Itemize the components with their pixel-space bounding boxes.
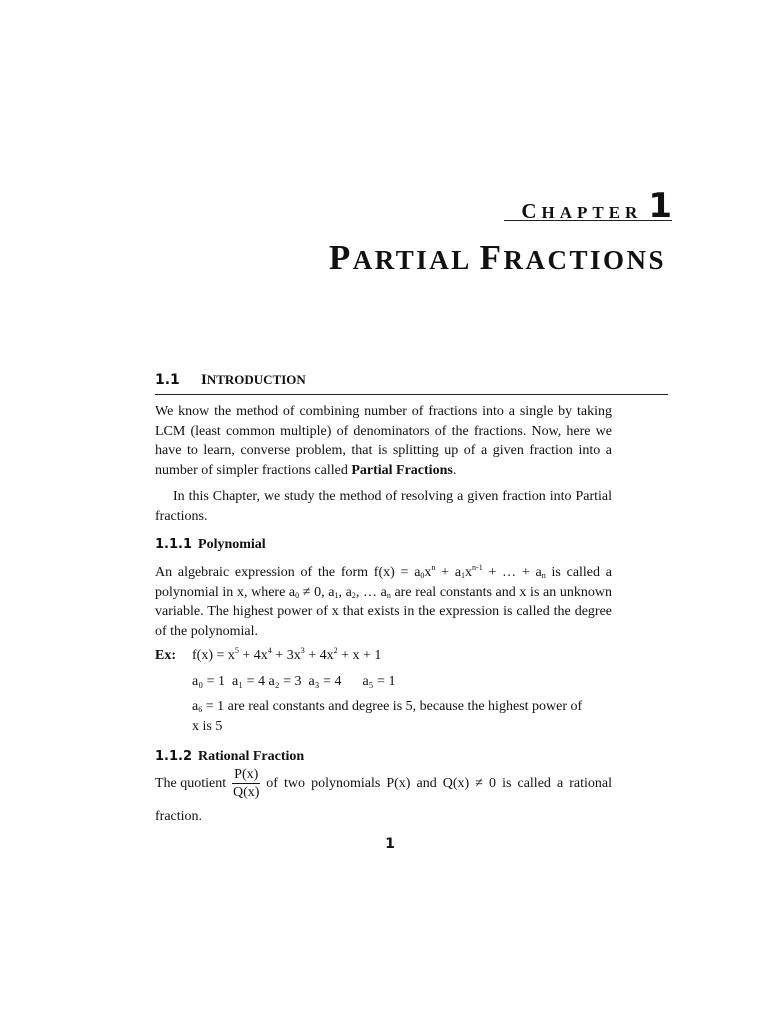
chapter-number: 1 <box>648 186 672 226</box>
section-title: INTRODUCTION <box>201 372 306 388</box>
example-label: Ex: <box>155 648 176 663</box>
fraction-p-over-q: $\frac{P(x)}{Q(x)}$ <box>233 767 260 800</box>
chapter-word: CHAPTER <box>521 199 643 223</box>
intro-paragraph: We know the method of combining number of fractions into a single by taking LCM (least common multiple) of denominators of the fractions. Now, here we have to learn, converse problem, that is splitting up of a given fraction into a number of simpler fractions called Partial Fractions. <box>155 404 612 478</box>
section-number: 1.1 <box>155 372 180 388</box>
subsection-rational-heading: 1.1.2 Rational Fraction <box>155 749 305 764</box>
page-number: 1 <box>385 836 395 852</box>
example-note-end: x is 5 <box>192 719 223 734</box>
rational-definition: The quotient $\frac{P(x)}{Q(x)}$ of two polynomials P(x) and Q(x) ≠ 0 is called a rational <box>155 767 612 800</box>
example-coefficients: a₀ = 1 a₁ = 4 a₂ = 3 a₃ = 4 a₅ = 1 <box>192 674 396 689</box>
chapter-heading <box>504 186 672 226</box>
subsection-polynomial-heading: 1.1.1 Polynomial <box>155 537 266 552</box>
intro-paragraph-2: In this Chapter, we study the method of resolving a given fraction into Partial fractions. <box>155 489 612 524</box>
example-note: $a_6 = 1$ are real constants and degree is 5, because the highest power of <box>192 699 583 714</box>
polynomial-definition: An algebraic expression of the form $f(x) = a_0x^n + a_1x^{n-1}$ + … + $a_n$ is called a polynomial in x, where $a_0 \ne 0$, $a_1$, $a_2$, … $a_n$ are real constants and x is an unknown variable. The highest power of x that exists in the expression is called the degree of the polynomial. <box>155 563 612 639</box>
rational-definition-end: fraction. <box>155 809 203 824</box>
example-equation: Ex: $f(x) = x^5 + 4x^4 + 3x^3 + 4x^2 + x + 1$ <box>155 646 382 663</box>
partial-fractions-term: Partial Fractions <box>351 462 453 478</box>
page-title: PARTIAL FRACTIONS <box>328 238 666 277</box>
section-heading <box>155 372 668 395</box>
